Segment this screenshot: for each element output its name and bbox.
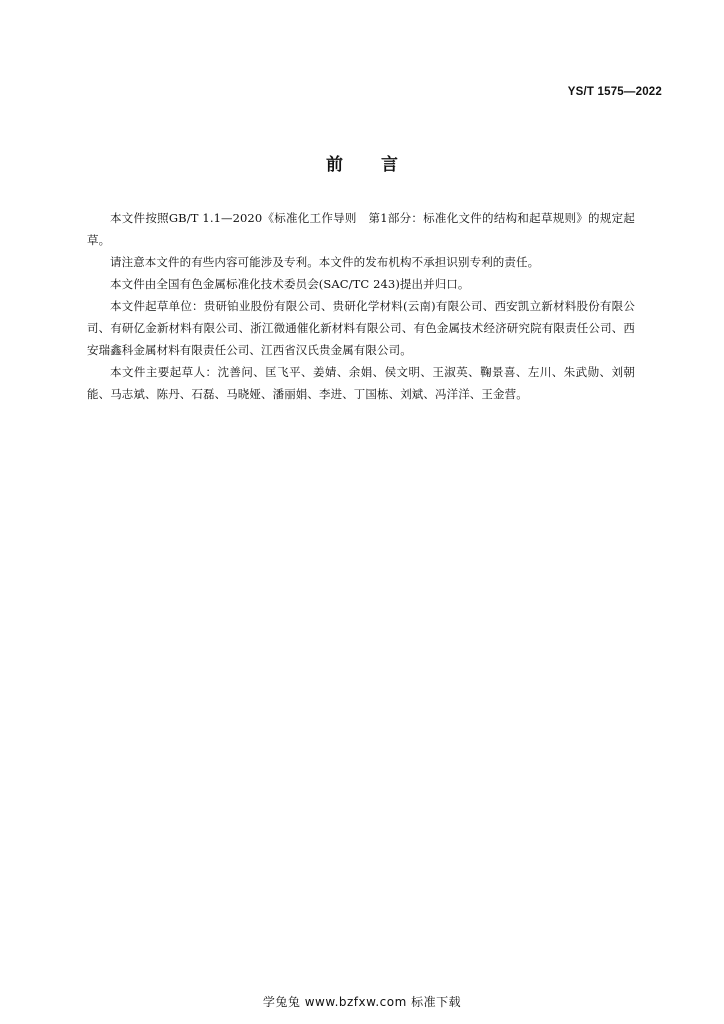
standard-code: YS/T 1575—2022 — [567, 86, 662, 98]
foreword-body — [87, 207, 635, 405]
paragraph-patent-notice: 请注意本文件的有些内容可能涉及专利。本文件的发布机构不承担识别专利的责任。 — [110, 255, 540, 269]
paragraph-drafting-units: 本文件起草单位：贵研铂业股份有限公司、贵研化学材料(云南)有限公司、西安凯立新材料股份有限公司、有研亿金新材料有限公司、浙江微通催化新材料有限公司、有色金属技术经济研究院有限责任公司、西安瑞鑫科金属材料有限责任公司、江西省汉氏贵金属有限公司。 — [87, 299, 635, 357]
paragraph-drafting-rules: 本文件按照GB/T 1.1—2020《标准化工作导则 第1部分：标准化文件的结构和起草规则》的规定起草。 — [87, 211, 635, 247]
page-title: 前言 — [326, 155, 436, 175]
paragraph-drafters: 本文件主要起草人：沈善问、匡飞平、姜婧、余娟、侯文明、王淑英、鞠景喜、左川、朱武勋、刘朝能、马志斌、陈丹、石磊、马晓娅、潘丽娟、李进、丁国栋、刘斌、冯洋洋、王金营。 — [87, 365, 635, 401]
footer-watermark: 学兔兔 www.bzfxw.com 标准下载 — [262, 995, 462, 1009]
paragraph-proposer: 本文件由全国有色金属标准化技术委员会(SAC/TC 243)提出并归口。 — [110, 277, 470, 291]
